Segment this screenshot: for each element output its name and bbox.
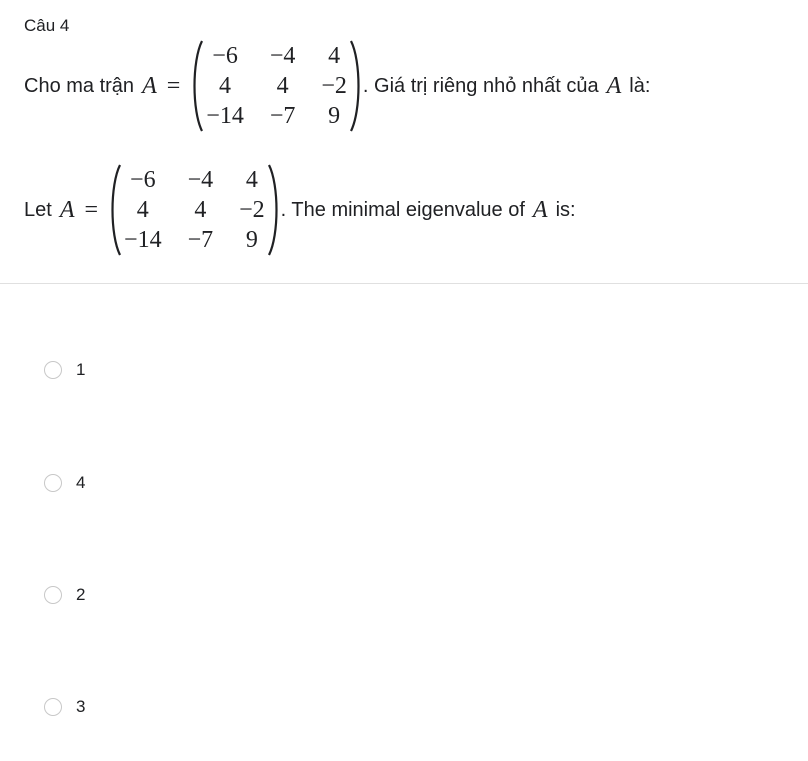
matrix-cell: −4 [269, 42, 296, 69]
matrix-cell: −4 [187, 166, 214, 193]
matrix-symbol: A [59, 196, 75, 223]
matrix-cell: −7 [269, 102, 296, 129]
equals-sign: = [166, 72, 181, 99]
question-suffix-en: . The minimal eigenvalue of [280, 198, 525, 221]
matrix-cell: −14 [124, 226, 162, 253]
question-suffix-end-en: is: [555, 198, 576, 221]
question-number: Câu 4 [24, 16, 70, 35]
right-paren-icon [349, 39, 363, 133]
matrix-cell: 4 [136, 196, 149, 223]
radio-button[interactable] [44, 698, 62, 716]
equals-sign: = [84, 196, 99, 223]
matrix-symbol: A [142, 72, 157, 99]
left-paren-icon [108, 163, 122, 257]
radio-button[interactable] [44, 361, 62, 379]
matrix-cell: 9 [245, 226, 258, 253]
matrix-cell: −6 [130, 166, 156, 193]
matrix-cell: 4 [328, 42, 341, 69]
matrix-a [190, 38, 363, 134]
answer-option-label: 1 [76, 360, 86, 379]
matrix-cell: 4 [276, 72, 289, 99]
matrix-a [108, 162, 281, 258]
question-text-en [24, 160, 576, 260]
matrix-symbol-ref: A [532, 196, 548, 223]
radio-button[interactable] [44, 586, 62, 604]
question-suffix-vi: . Giá trị riêng nhỏ nhất của [362, 74, 599, 97]
question-suffix-end-vi: là: [629, 74, 651, 97]
right-paren-icon [267, 163, 281, 257]
matrix-cell: 4 [194, 196, 207, 223]
matrix-cell: −14 [206, 102, 244, 129]
matrix-cell: −7 [187, 226, 214, 253]
left-paren-icon [190, 39, 204, 133]
answer-option-label: 4 [76, 473, 86, 492]
answer-option-3[interactable] [44, 585, 85, 605]
question-prefix-vi: Cho ma trận [24, 74, 135, 97]
question-prefix-en: Let [24, 198, 52, 221]
question-text-vi [24, 36, 650, 136]
matrix-cell: −2 [321, 72, 347, 99]
answer-option-4[interactable] [44, 697, 85, 717]
matrix-cell: 4 [245, 166, 258, 193]
answer-option-1[interactable] [44, 360, 85, 380]
matrix-cell: 9 [328, 102, 341, 129]
matrix-cell: −6 [212, 42, 238, 69]
matrix-cell: 4 [219, 72, 232, 99]
divider [0, 283, 808, 284]
matrix-symbol-ref: A [606, 72, 622, 99]
answer-option-label: 3 [76, 697, 86, 716]
answer-option-2[interactable] [44, 473, 85, 493]
answer-option-label: 2 [76, 585, 86, 604]
matrix-cell: −2 [239, 196, 265, 223]
radio-button[interactable] [44, 474, 62, 492]
